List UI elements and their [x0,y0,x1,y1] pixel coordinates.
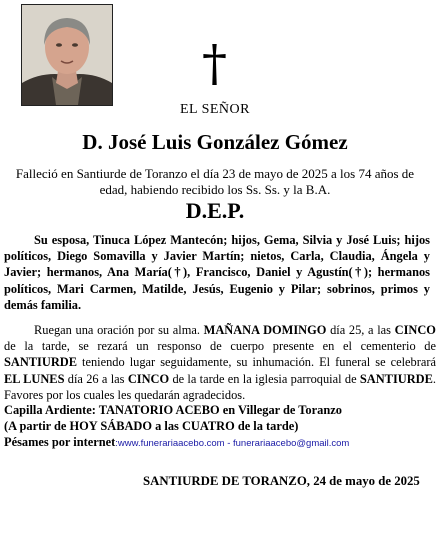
death-notice-line-2: edad, habiendo recibido los Ss. Ss. y la B.A. [99,182,331,197]
cross-icon: † [202,34,227,92]
condolences-links[interactable]: :www.funerariaacebo.com - funerariaacebo@gmail.com [115,438,350,449]
request-text-7: . Favores por los cuales les quedarán agradecidos. [4,371,436,402]
signature-line: SANTIURDE DE TORANZO, 24 de mayo de 2025 [143,474,420,488]
request-text-4: teniendo lugar seguidamente, su inhumación. El funeral se celebrará [82,355,436,370]
request-paragraph [4,322,436,403]
request-place-2: SANTIURDE [359,371,433,386]
request-place-1: SANTIURDE [4,355,77,370]
request-time-1: CINCO [394,323,436,337]
condolences-label: Pésames por internet [4,435,116,449]
request-text-3: de la tarde, se rezará un responso de cuerpo presente en el cementerio de [4,339,436,354]
request-text-5: día 26 a las [67,371,125,386]
request-funeral-day: EL LUNES [4,371,65,386]
request-text-1: Ruegan una oración por su alma. [34,323,200,337]
title-label: EL SEÑOR [180,102,250,117]
request-text-6: de la tarde en la iglesia parroquial de [172,371,357,386]
request-day: MAÑANA DOMINGO [203,323,327,337]
deceased-photo [21,4,113,106]
portrait-image [22,5,112,105]
chapel-hours: (A partir de HOY SÁBADO a las CUATRO de la tarde) [4,419,299,433]
condolences-line [4,434,430,452]
death-notice-line-1: Falleció en Santiurde de Toranzo el día 23 de mayo de 2025 a los 74 años de [15,166,415,181]
chapel-line: Capilla Ardiente: TANATORIO ACEBO en Villegar de Toranzo [4,403,342,417]
family-paragraph: Su esposa, Tinuca López Mantecón; hijos, Gema, Silvia y José Luis; hijos políticos, Diego Somavilla y Javier Martín; nietos, Carla, Claudia, Ángela y Javier; hermanos, Ana María(†), Francisco, Daniel y Agustín(†); hermanos políticos, Mari Carmen, Matilde, Jesús, Eugenio y Pilar; sobrinos, primos y demás familia. [4,233,430,312]
chapel-info [4,402,430,452]
death-notice [0,166,430,198]
request-text-2: día 25, a las [330,323,391,337]
request-time-2: CINCO [127,371,170,386]
deceased-name: D. José Luis González Gómez [82,130,348,154]
dep-heading: D.E.P. [185,198,245,223]
